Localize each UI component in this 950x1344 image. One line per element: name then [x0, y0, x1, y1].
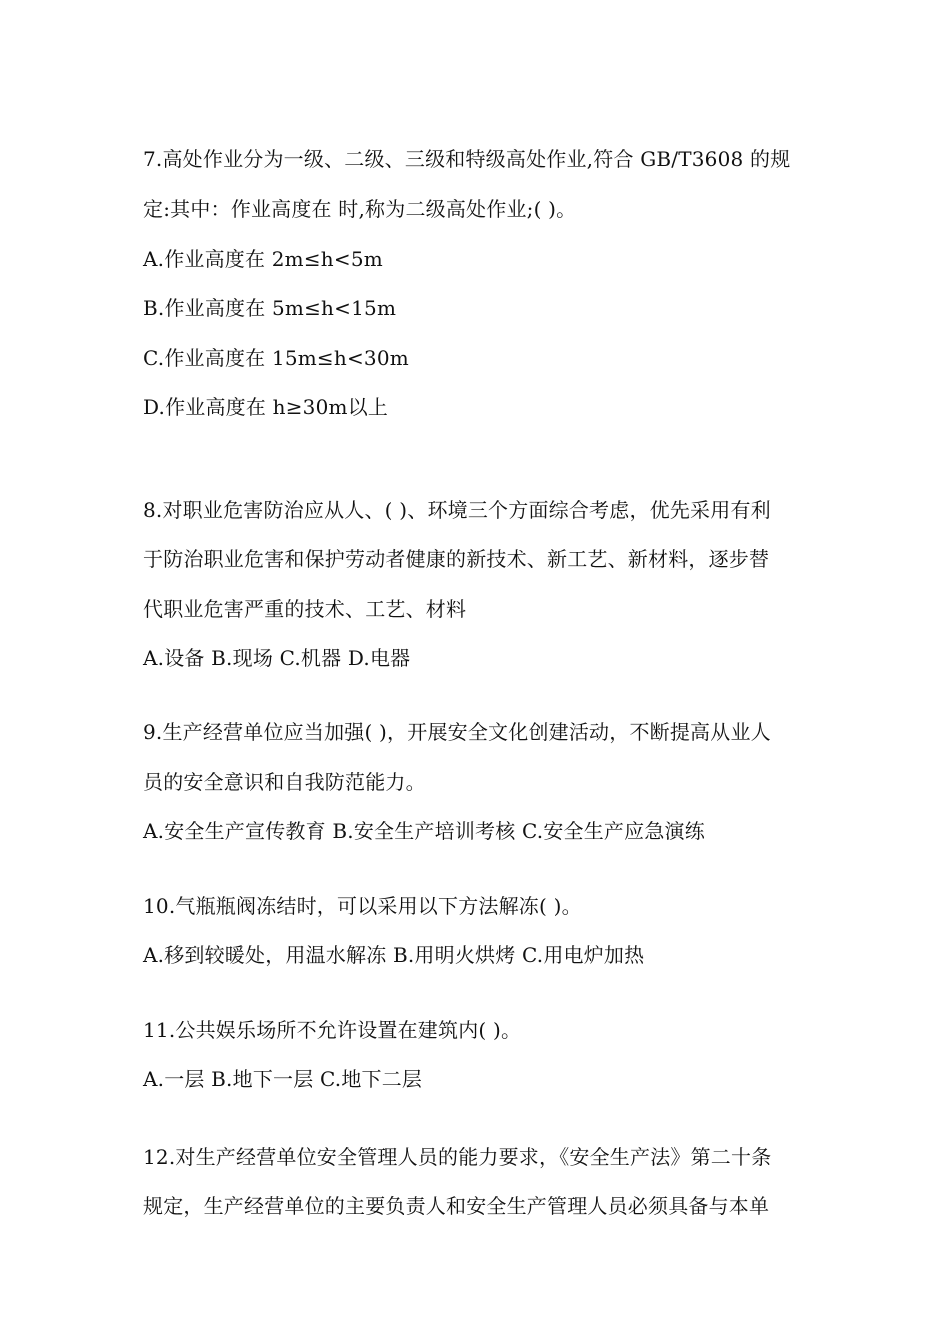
question-8-line-1: 8.对职业危害防治应从人、( )、环境三个方面综合考虑，优先采用有利 [143, 498, 771, 522]
question-11-line-1: 11.公共娱乐场所不允许设置在建筑内( )。 [143, 1018, 522, 1042]
question-10-line-1: 10.气瓶瓶阀冻结时，可以采用以下方法解冻( )。 [143, 894, 582, 918]
question-12-line-1: 12.对生产经营单位安全管理人员的能力要求，《安全生产法》第二十条 [143, 1145, 772, 1169]
question-7-option-a: A.作业高度在 2m≤h<5m [143, 247, 383, 271]
question-7-option-d: D.作业高度在 h≥30m以上 [143, 395, 389, 419]
question-8-line-2: 于防治职业危害和保护劳动者健康的新技术、新工艺、新材料，逐步替 [143, 547, 770, 571]
question-9-line-1: 9.生产经营单位应当加强( )，开展安全文化创建活动，不断提高从业人 [143, 720, 771, 744]
question-7-line-1: 7.高处作业分为一级、二级、三级和特级高处作业,符合 GB/T3608 的规 [143, 147, 791, 171]
question-9-line-2: 员的安全意识和自我防范能力。 [143, 770, 426, 794]
question-12-line-2: 规定，生产经营单位的主要负责人和安全生产管理人员必须具备与本单 [143, 1194, 770, 1218]
question-8-line-3: 代职业危害严重的技术、工艺、材料 [143, 597, 467, 621]
question-7-line-2: 定:其中：作业高度在 时,称为二级高处作业;( )。 [143, 197, 577, 221]
question-10-options: A.移到较暖处，用温水解冻 B.用明火烘烤 C.用电炉加热 [143, 943, 645, 967]
question-9-options: A.安全生产宣传教育 B.安全生产培训考核 C.安全生产应急演练 [143, 819, 705, 843]
question-8-options: A.设备 B.现场 C.机器 D.电器 [143, 646, 411, 670]
question-7-option-b: B.作业高度在 5m≤h<15m [143, 296, 397, 320]
question-7-option-c: C.作业高度在 15m≤h<30m [143, 346, 409, 370]
question-11-options: A.一层 B.地下一层 C.地下二层 [143, 1067, 423, 1091]
